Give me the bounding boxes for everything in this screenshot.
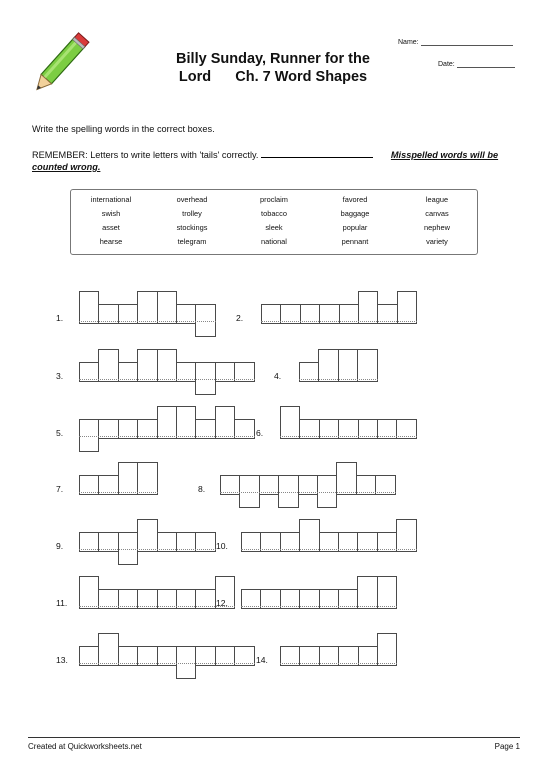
letter-box[interactable] xyxy=(336,462,356,495)
puzzle-baseline xyxy=(220,492,396,493)
puzzle-number: 12. xyxy=(216,598,228,608)
word-bank-item: national xyxy=(261,237,287,246)
puzzle-baseline xyxy=(241,549,417,550)
puzzle-number: 9. xyxy=(56,541,64,551)
word-bank-item: favored xyxy=(342,195,368,204)
word-bank-item: tobacco xyxy=(261,209,287,218)
puzzle-baseline xyxy=(280,663,397,664)
puzzle-number: 14. xyxy=(256,655,268,665)
puzzle-number: 10. xyxy=(216,541,228,551)
puzzle-baseline xyxy=(79,321,216,322)
puzzle-baseline xyxy=(79,663,255,664)
letter-box[interactable] xyxy=(357,349,377,382)
letter-box[interactable] xyxy=(98,349,118,382)
name-field[interactable]: Name: xyxy=(398,39,513,46)
puzzle-number: 6. xyxy=(256,428,264,438)
word-bank-item: nephew xyxy=(424,223,450,232)
word-bank-item: league xyxy=(425,195,449,204)
word-bank-item: asset xyxy=(102,223,120,232)
letter-box[interactable] xyxy=(157,349,177,382)
letter-box[interactable] xyxy=(157,406,177,439)
page-number: Page 1 xyxy=(494,742,520,751)
puzzle-baseline xyxy=(79,606,235,607)
puzzle-number: 13. xyxy=(56,655,68,665)
letter-box[interactable] xyxy=(118,462,138,495)
warning-text: Misspelled words will be counted wrong. xyxy=(32,150,499,172)
word-bank-item: trolley xyxy=(182,209,202,218)
letter-box[interactable] xyxy=(137,519,157,552)
puzzle-baseline xyxy=(280,436,417,437)
answer-blank xyxy=(261,148,373,158)
word-bank-item: sleek xyxy=(265,223,283,232)
word-bank-item: variety xyxy=(426,237,448,246)
letter-box[interactable] xyxy=(338,349,358,382)
word-bank-item: stockings xyxy=(176,223,208,232)
puzzle-baseline xyxy=(79,379,255,380)
word-bank-item: pennant xyxy=(341,237,369,246)
word-bank-item: popular xyxy=(342,223,368,232)
word-bank-item: swish xyxy=(101,209,121,218)
letter-box[interactable] xyxy=(299,519,319,552)
letter-box[interactable] xyxy=(357,576,377,609)
puzzle-number: 7. xyxy=(56,484,64,494)
word-bank-item: international xyxy=(90,195,132,204)
puzzle-baseline xyxy=(79,436,255,437)
puzzle-baseline xyxy=(79,549,216,550)
word-bank-item: hearse xyxy=(99,237,123,246)
word-bank-item: baggage xyxy=(340,209,370,218)
puzzle-number: 5. xyxy=(56,428,64,438)
date-field[interactable]: Date: xyxy=(438,61,515,68)
letter-box[interactable] xyxy=(137,349,157,382)
letter-box[interactable] xyxy=(397,291,417,324)
letter-box[interactable] xyxy=(377,633,397,666)
letter-box[interactable] xyxy=(79,576,99,609)
word-bank-item: proclaim xyxy=(260,195,288,204)
remember-note: REMEMBER: Letters to write letters with 'tails' correctly. Misspelled words will be counted wrong. xyxy=(32,150,499,172)
puzzle-number: 4. xyxy=(274,371,282,381)
puzzle-baseline xyxy=(299,379,378,380)
letter-box[interactable] xyxy=(157,291,177,324)
letter-box[interactable] xyxy=(176,406,196,439)
puzzle-number: 11. xyxy=(56,598,68,608)
letter-box[interactable] xyxy=(280,406,300,439)
puzzle-number: 2. xyxy=(236,313,244,323)
puzzle-baseline xyxy=(79,492,158,493)
page-title: Billy Sunday, Runner for the Lord Ch. 7 Word Shapes xyxy=(176,51,370,85)
puzzle-baseline xyxy=(241,606,397,607)
letter-box[interactable] xyxy=(318,349,338,382)
puzzle-number: 8. xyxy=(198,484,206,494)
letter-box[interactable] xyxy=(79,291,99,324)
word-bank-item: telegram xyxy=(177,237,207,246)
letter-box[interactable] xyxy=(396,519,416,552)
footer-credit: Created at Quickworksheets.net xyxy=(28,742,142,751)
word-bank-item: overhead xyxy=(176,195,208,204)
puzzle-number: 3. xyxy=(56,371,64,381)
letter-box[interactable] xyxy=(377,576,397,609)
word-bank-item: canvas xyxy=(425,209,449,218)
footer-divider xyxy=(28,737,520,738)
instructions: Write the spelling words in the correct boxes. xyxy=(32,124,215,134)
letter-box[interactable] xyxy=(358,291,378,324)
puzzle-number: 1. xyxy=(56,313,64,323)
pencil-icon xyxy=(28,28,90,102)
letter-box[interactable] xyxy=(98,633,118,666)
letter-box[interactable] xyxy=(137,462,157,495)
letter-box[interactable] xyxy=(137,291,157,324)
puzzle-baseline xyxy=(261,321,417,322)
letter-box[interactable] xyxy=(215,406,235,439)
word-bank xyxy=(70,189,478,255)
